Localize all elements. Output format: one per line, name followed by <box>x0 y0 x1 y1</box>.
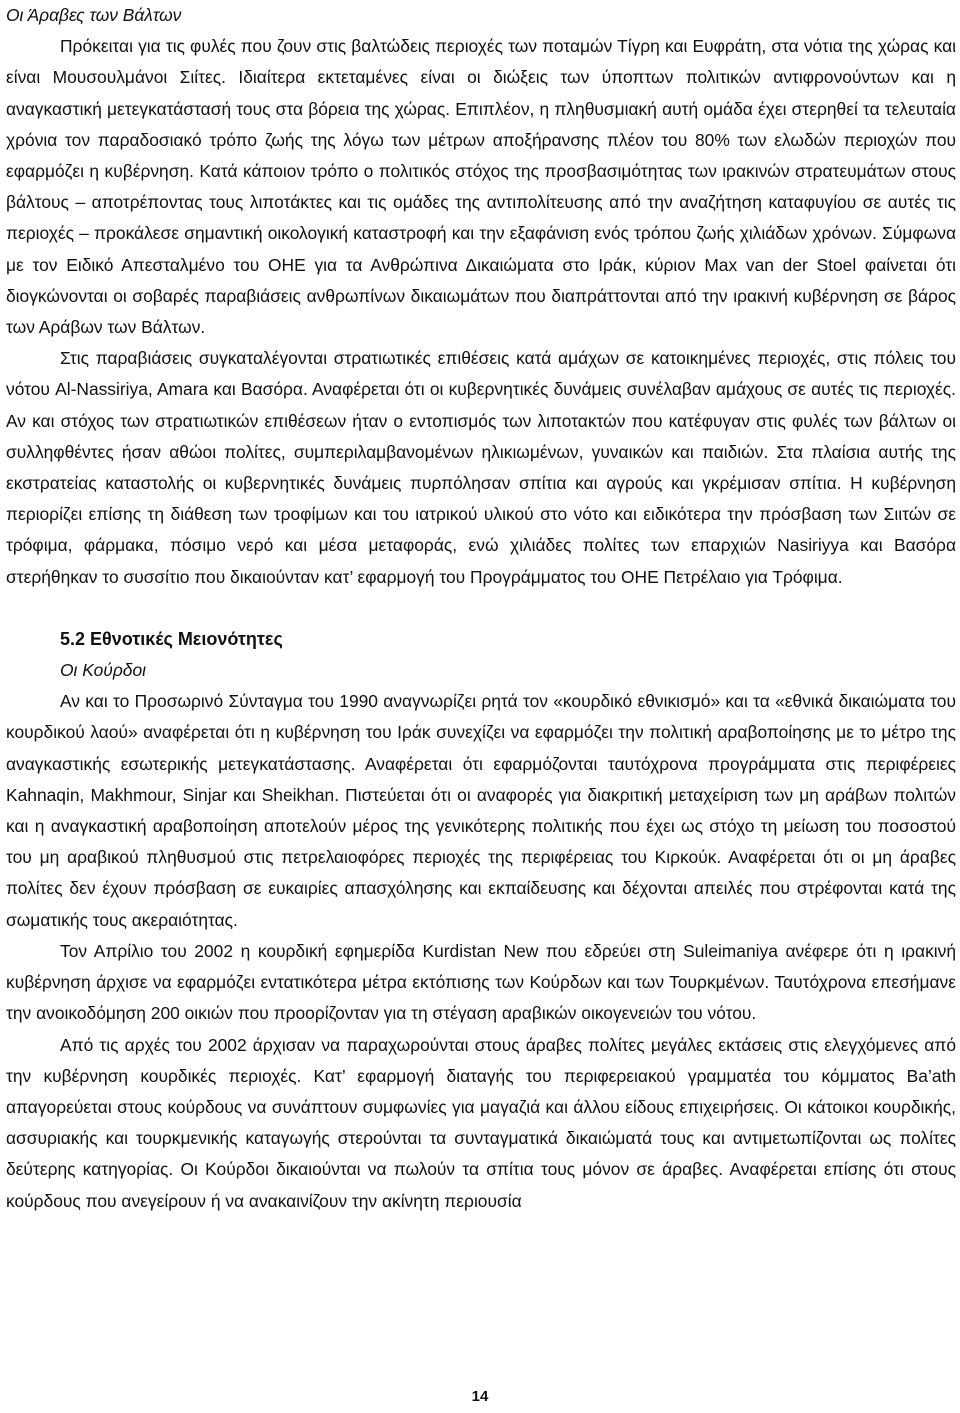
page-number: 14 <box>471 1388 489 1405</box>
section-title-marsh-arabs: Οι Άραβες των Βάλτων <box>6 5 182 25</box>
paragraph-marsh-arabs-1: Πρόκειται για τις φυλές που ζουν στις βαλτώδεις περιοχές των ποταμών Τίγρη και Ευφράτη, στα νότια της χώρας και είναι Μουσουλμάνοι Σιίτες. Ιδιαίτερα εκτεταμένες είναι οι διώξεις των ύποπτων πολιτικών αντιφρονούντων και η αναγκαστική μετεγκατάστασή τους στα βόρεια της χώρας. Επιπλέον, η πληθυσμιακή αυτή ομάδα έχει στερηθεί τα τελευταία χρόνια τον παραδοσιακό τρόπο ζωής της λόγω των μέτρων αποξήρανσης πλέον του 80% των ελωδών περιοχών που εφαρμόζει η κυβέρνηση. Κατά κάποιον τρόπο ο πολιτικός στόχος της προσβασιμότητας των ιρακινών στρατευμάτων στους βάλτους – αποτρέποντας τους λιποτάκτες και τις ομάδες της αντιπολίτευσης από την αναζήτηση καταφυγίου σε αυτές τις περιοχές – προκάλεσε σημαντική οικολογική καταστροφή και την εξαφάνιση ενός τρόπου ζωής χιλιάδων χρόνων. Σύμφωνα με τον Ειδικό Απεσταλμένο του ΟΗΕ για τα Ανθρώπινα Δικαιώματα στο Ιράκ, κύριον Max van der Stoel φαίνεται ότι διογκώνονται οι σοβαρές παραβιάσεις ανθρωπίνων δικαιωμάτων που διαπράττονται από την ιρακινή κυβέρνηση σε βάρος των Αράβων των Βάλτων. <box>6 36 956 338</box>
section-spacer <box>6 593 956 624</box>
document-page <box>6 0 956 1217</box>
paragraph-kurds-2: Τον Απρίλιο του 2002 η κουρδική εφημερίδα Kurdistan New που εδρεύει στη Suleimaniya ανέφερε ότι η ιρακινή κυβέρνηση άρχισε να εφαρμόζει εντατικότερα μέτρα εκτόπισης των Κούρδων και των Τουρκμένων. Ταυτόχρονα επεσήμανε την ανοικοδόμηση 200 οικιών που προορίζονταν για τη στέγαση αραβικών οικογενειών του νότου. <box>6 940 956 1024</box>
paragraph-kurds-1: Αν και το Προσωρινό Σύνταγμα του 1990 αναγνωρίζει ρητά τον «κουρδικό εθνικισμό» και τα «εθνικά δικαιώματα του κουρδικού λαού» αναφέρεται ότι η κυβέρνηση του Ιράκ συνεχίζει να εφαρμόζει την πολιτική αραβοποίησης με το μέτρο της αναγκαστικής εσωτερικής μετεγκατάστασης. Αναφέρεται ότι εφαρμόζονται ταυτόχρονα προγράμματα στις περιφέρειες Kahnaqin, Makhmour, Sinjar και Sheikhan. Πιστεύεται ότι οι αναφορές για διακριτική μεταχείριση των μη αράβων πολιτών και η αναγκαστική αραβοποίηση αποτελούν μέρος της γενικότερης πολιτικής που έχει ως στόχο τη μείωση του ποσοστού του μη αραβικού πληθυσμού στις πετρελαιοφόρες περιοχές της περιφέρειας του Κιρκούκ. Αναφέρεται ότι οι μη άραβες πολίτες δεν έχουν πρόσβαση σε ευκαιρίες απασχόλησης και εκπαίδευσης και δέχονται απειλές που στρέφονται κατά της σωματικής τους ακεραιότητας. <box>6 691 956 930</box>
subsection-title-kurds: Οι Κούρδοι <box>60 660 147 681</box>
section-heading-ethnic-minorities: 5.2 Εθνοτικές Μειονότητες <box>60 628 283 649</box>
paragraph-marsh-arabs-2: Στις παραβιάσεις συγκαταλέγονται στρατιωτικές επιθέσεις κατά αμάχων σε κατοικημένες περιοχές, στις πόλεις του νότου Al-Nassiriya, Amara και Βασόρα. Αναφέρεται ότι οι κυβερνητικές δυνάμεις συνέλαβαν αμάχους σε αυτές τις περιοχές. Αν και στόχος των στρατιωτικών επιθέσεων ήταν ο εντοπισμός των λιποτακτών που κατέφυγαν στις φυλές των βάλτων οι συλληφθέντες ήσαν αθώοι πολίτες, συμπεριλαμβανομένων ηλικιωμένων, γυναικών και παιδιών. Στα πλαίσια αυτής της εκστρατείας καταστολής οι κυβερνητικές δυνάμεις πυρπόλησαν σπίτια και αγρούς και γκρέμισαν σπίτια. Η κυβέρνηση περιορίζει επίσης τη διάθεση των τροφίμων και του ιατρικού υλικού στο νότο και ειδικότερα την πρόσβαση των Σιιτών σε τρόφιμα, φάρμακα, πόσιμο νερό και μέσα μεταφοράς, ενώ χιλιάδες πολίτες των επαρχιών Nasiriyya και Βασόρα στερήθηκαν το συσσίτιο που δικαιούνταν κατ’ εφαρμογή του Προγράμματος του ΟΗΕ Πετρέλαιο για Τρόφιμα. <box>6 348 956 587</box>
paragraph-kurds-3: Από τις αρχές του 2002 άρχισαν να παραχωρούνται στους άραβες πολίτες μεγάλες εκτάσεις στις ελεγχόμενες από την κυβέρνηση κουρδικές περιοχές. Κατ’ εφαρμογή διαταγής του περιφερειακού γραμματέα του κόμματος Ba’ath απαγορεύεται στους κούρδους να συνάπτουν συμφωνίες για μαγαζιά και άλλου είδους επιχειρήσεις. Οι κάτοικοι κουρδικής, ασσυριακής και τουρκμενικής καταγωγής στερούνται τα συνταγματικά δικαιώματά τους και αντιμετωπίζονται ως πολίτες δεύτερης κατηγορίας. Οι Κούρδοι δικαιούνται να πωλούν τα σπίτια τους μόνον σε άραβες. Αναφέρεται επίσης ότι στους κούρδους που ανεγείρουν ή να ανακαινίζουν την ακίνητη περιουσία <box>6 1034 956 1211</box>
